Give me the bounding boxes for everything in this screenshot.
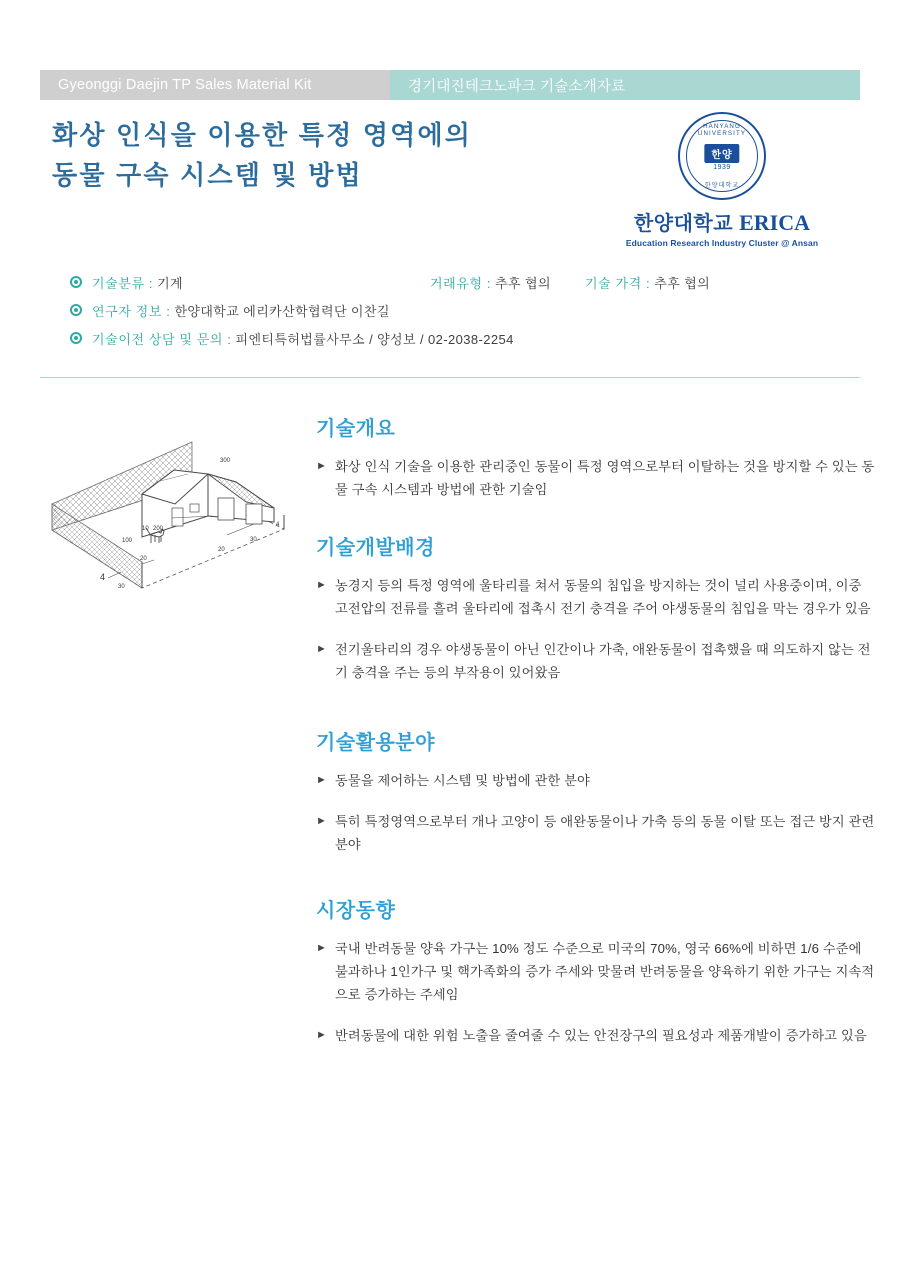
section-application xyxy=(316,726,878,856)
triangle-bullet-icon: ► xyxy=(316,774,328,786)
paragraph xyxy=(316,769,878,792)
section-market xyxy=(316,894,878,1047)
paragraph-text: 특히 특정영역으로부터 개나 고양이 등 애완동물이나 가축 등의 동물 이탈 또는 접근 방지 관련 분야 xyxy=(335,814,875,852)
researcher-value: 한양대학교 에리카산학협력단 이찬길 xyxy=(174,303,390,319)
figure-label-animal-c: 100 xyxy=(122,538,133,544)
paragraph-text: 농경지 등의 특정 영역에 울타리를 쳐서 동물의 침입을 방지하는 것이 널리 사용중이며, 이중 고전압의 전류를 흘려 울타리에 접촉시 전기 충격을 주어 야생동물의 침입을 막는 경우가 있음 xyxy=(335,578,871,616)
triangle-bullet-icon: ► xyxy=(316,643,328,655)
paragraph-text: 국내 반려동물 양육 가구는 10% 정도 수준으로 미국의 70%, 영국 66%에 비하면 1/6 수준에 불과하나 1인가구 및 핵가족화의 증가 주세와 맞물려 반려동물을 양육하기 위한 가구는 지속적으로 증가하는 주세임 xyxy=(335,941,875,1002)
university-subtitle: Education Research Industry Cluster @ Ansan xyxy=(625,238,819,248)
metadata-row-classification xyxy=(70,268,860,296)
metadata-block xyxy=(70,268,860,352)
contact-label: 기술이전 상담 및 문의 : xyxy=(92,331,232,347)
section-background xyxy=(316,531,878,684)
bullet-dot-icon xyxy=(70,304,82,316)
seal-badge-text: 한양 xyxy=(704,144,739,163)
paragraph-text: 반려동물에 대한 위험 노출을 줄여줄 수 있는 안전장구의 필요성과 제품개발이 증가하고 있음 xyxy=(335,1028,867,1043)
figure-label-roof: 300 xyxy=(220,458,231,464)
paragraph xyxy=(316,455,878,501)
paragraph xyxy=(316,1024,878,1047)
figure-label-dim3: 20 xyxy=(218,547,225,553)
figure-label-animal-b: 200 xyxy=(153,526,164,532)
figure-label-dim2: 30 xyxy=(250,537,257,543)
figure-label-animal-a: 10 xyxy=(142,526,149,532)
isometric-fence-diagram-icon xyxy=(22,412,312,622)
seal-top-text: HANYANG UNIVERSITY xyxy=(697,123,747,137)
page-title-line-2: 동물 구속 시스템 및 방법 xyxy=(52,160,363,190)
section-title: 기술개요 xyxy=(316,418,396,440)
researcher-label: 연구자 정보 : xyxy=(92,303,171,319)
triangle-bullet-icon: ► xyxy=(316,1029,328,1041)
page-title-line-1: 화상 인식을 이용한 특정 영역에의 xyxy=(52,120,473,150)
university-name-en: ERICA xyxy=(739,210,811,235)
paragraph xyxy=(316,638,878,684)
contact-value: 피엔티특허법률사무소 / 양성보 / 02-2038-2254 xyxy=(235,331,514,347)
document-header-bar xyxy=(40,70,860,100)
figure-label-dim1: 20 xyxy=(140,556,147,562)
triangle-bullet-icon: ► xyxy=(316,460,328,472)
paragraph-text: 화상 인식 기술을 이용한 관리중인 동물이 특정 영역으로부터 이탈하는 것을 방지할 수 있는 동물 구속 시스템과 방법에 관한 기술임 xyxy=(335,459,875,497)
university-name xyxy=(592,207,852,236)
tech-price-value: 추후 협의 xyxy=(654,275,711,291)
section-overview xyxy=(316,412,878,501)
figure-label-dim4: 4 xyxy=(100,572,106,582)
header-kit-label: Gyeonggi Daejin TP Sales Material Kit xyxy=(40,70,390,100)
seal-bottom-text: 한양대학교 xyxy=(704,182,740,189)
section-title: 기술개발배경 xyxy=(316,537,435,559)
page-title xyxy=(52,115,652,195)
tech-price-label: 기술 가격 : xyxy=(585,275,651,291)
deal-type-label: 거래유형 : xyxy=(430,275,492,291)
technology-illustration xyxy=(22,412,312,622)
metadata-row-researcher xyxy=(70,296,860,324)
header-divider xyxy=(40,377,860,378)
deal-type-value: 추후 협의 xyxy=(495,275,551,291)
metadata-row-contact xyxy=(70,324,860,352)
paragraph-text: 동물을 제어하는 시스템 및 방법에 관한 분야 xyxy=(335,773,590,788)
triangle-bullet-icon: ► xyxy=(316,579,328,591)
tech-category-label: 기술분류 : xyxy=(92,275,154,291)
paragraph xyxy=(316,937,878,1006)
tech-price-group xyxy=(585,268,710,296)
header-korean-label: 경기대진테크노파크 기술소개자료 xyxy=(390,70,860,100)
university-seal-icon xyxy=(678,112,766,200)
triangle-bullet-icon: ► xyxy=(316,815,328,827)
paragraph xyxy=(316,810,878,856)
figure-label-dim5: 30 xyxy=(118,584,125,590)
paragraph-text: 전기울타리의 경우 야생동물이 아닌 인간이나 가축, 애완동물이 접촉했을 때 의도하지 않는 전기 충격을 주는 등의 부작용이 있어왔음 xyxy=(335,642,871,680)
bullet-dot-icon xyxy=(70,332,82,344)
section-title: 시장동향 xyxy=(316,900,396,922)
deal-type-group xyxy=(430,268,551,296)
seal-year-text: 1939 xyxy=(713,164,731,171)
university-emblem xyxy=(592,112,852,248)
tech-category-value: 기계 xyxy=(157,275,183,291)
university-name-kr: 한양대학교 xyxy=(633,213,734,235)
figure-label-post: 4 xyxy=(276,522,280,528)
paragraph xyxy=(316,574,878,620)
triangle-bullet-icon: ► xyxy=(316,942,328,954)
content-column xyxy=(316,412,878,1061)
bullet-dot-icon xyxy=(70,276,82,288)
section-title: 기술활용분야 xyxy=(316,732,435,754)
